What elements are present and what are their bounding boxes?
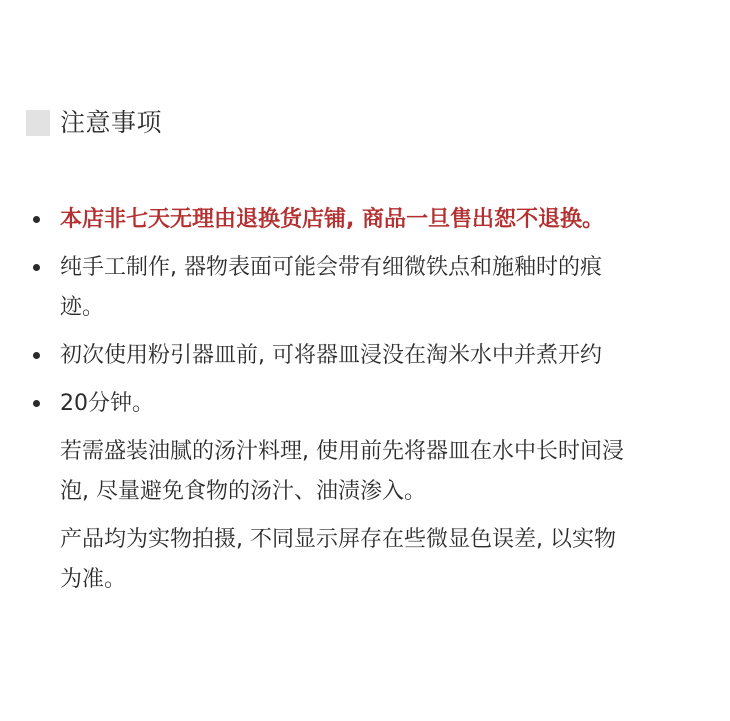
bullet-icon [33,400,40,407]
paragraph-line [0,432,730,472]
bullet-icon [33,264,40,271]
header-marker [26,110,50,136]
warning-text: 本店非七天无理由退换货店铺, 商品一旦售出恕不退换。 [60,207,605,232]
note-text: 泡, 尽量避免食物的汤汁、油渍渗入。 [60,479,426,504]
section-title: 注意事项 [60,108,163,137]
note-text: 产品均为实物拍摄, 不同显示屏存在些微显色误差, 以实物 [60,527,616,552]
note-text: 初次使用粉引器皿前, 可将器皿浸没在淘米水中并煮开约 [60,343,602,368]
note-text: 若需盛装油腻的汤汁料理, 使用前先将器皿在水中长时间浸 [60,439,624,464]
bullet-icon [33,352,40,359]
paragraph-line [0,560,730,600]
paragraph-line [0,520,730,560]
list-item [0,336,730,376]
list-item-continuation [0,288,730,328]
list-item [0,384,730,424]
note-text: 20分钟。 [60,391,154,416]
note-text: 迹。 [60,295,105,320]
note-text: 为准。 [60,567,127,592]
list-item [0,248,730,288]
note-text: 纯手工制作, 器物表面可能会带有细微铁点和施釉时的痕 [60,255,602,280]
paragraph-line [0,472,730,512]
list-item [0,200,730,240]
section-header [26,106,162,140]
notes-list [0,200,730,600]
bullet-icon [33,216,40,223]
